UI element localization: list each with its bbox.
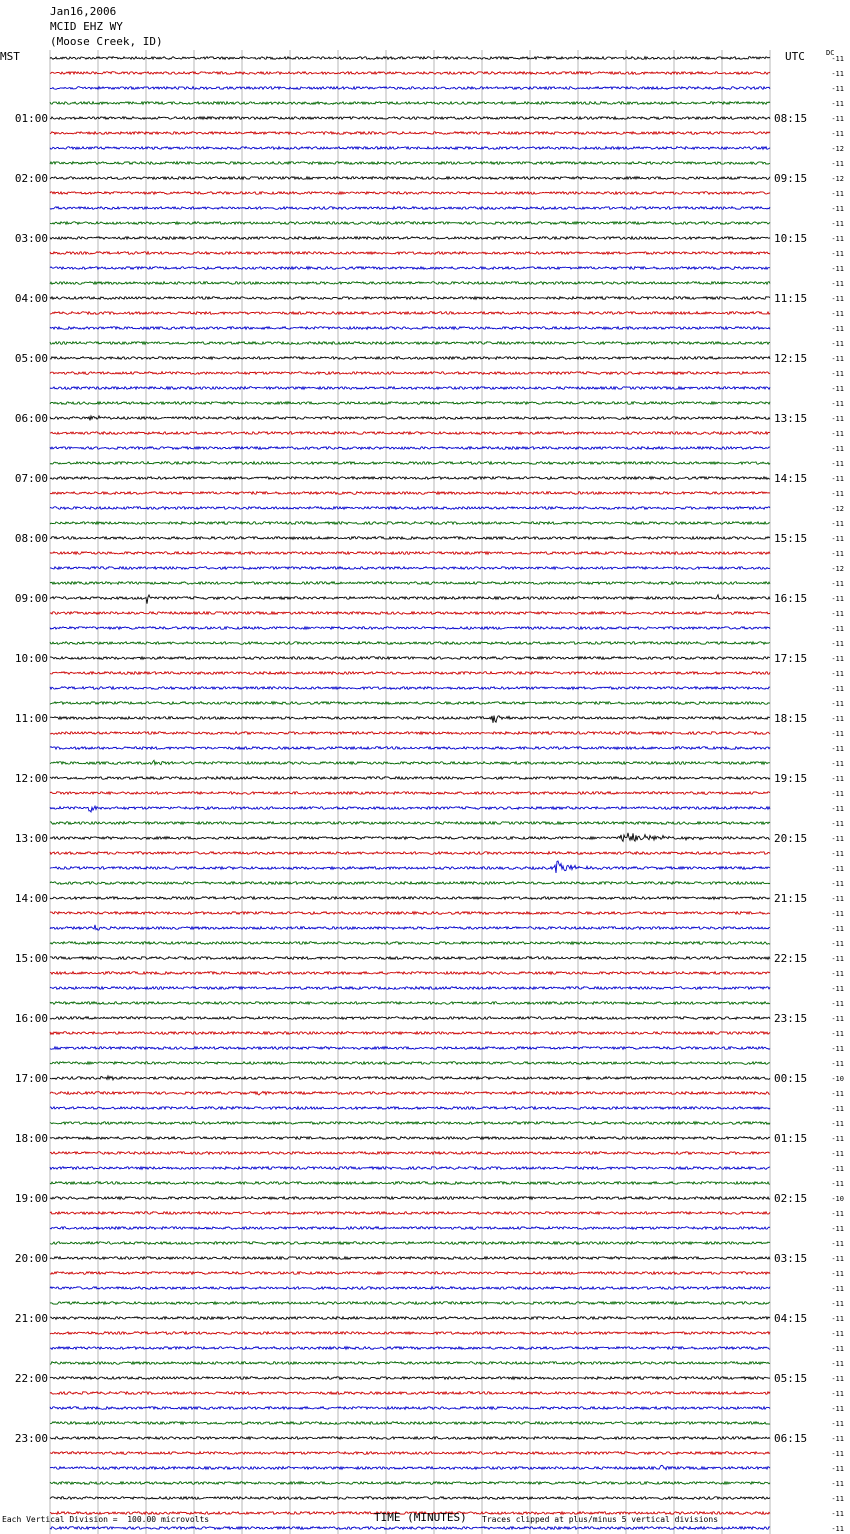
- dc-offset-label: -11: [831, 985, 844, 993]
- trace-line: [50, 1152, 770, 1155]
- dc-offset-label: -10: [831, 1075, 844, 1083]
- trace-line: [50, 1497, 770, 1500]
- dc-offset-label: -11: [831, 1465, 844, 1473]
- right-hour-label: 11:15: [774, 292, 808, 305]
- trace-line: [50, 777, 770, 780]
- trace-line: [50, 595, 770, 604]
- trace-line: [50, 507, 770, 510]
- dc-offset-label: -11: [831, 1435, 844, 1443]
- trace-line: [50, 1032, 770, 1035]
- left-hour-label: 02:00: [14, 172, 48, 185]
- right-hour-label: 01:15: [774, 1132, 808, 1145]
- dc-offset-label: -11: [831, 190, 844, 198]
- dc-offset-label: -11: [831, 250, 844, 258]
- dc-offset-label: -11: [831, 430, 844, 438]
- dc-offset-label: -11: [831, 55, 844, 63]
- trace-line: [50, 297, 770, 300]
- right-hour-label: 14:15: [774, 472, 808, 485]
- trace-line: [50, 1317, 770, 1320]
- trace-line: [50, 833, 770, 841]
- trace-line: [50, 1422, 770, 1425]
- left-hour-label: 18:00: [14, 1132, 48, 1145]
- trace-line: [50, 747, 770, 750]
- dc-offset-label: -11: [831, 805, 844, 813]
- dc-offset-label: -11: [831, 340, 844, 348]
- station-location: (Moose Creek, ID): [50, 35, 163, 48]
- trace-line: [50, 1302, 770, 1305]
- dc-offset-label: -11: [831, 115, 844, 123]
- left-hour-label: 14:00: [14, 892, 48, 905]
- trace-line: [50, 1092, 770, 1095]
- left-hour-label: 11:00: [14, 712, 48, 725]
- right-hour-label: 03:15: [774, 1252, 808, 1265]
- dc-offset-label: -11: [831, 100, 844, 108]
- dc-offset-label: -11: [831, 1255, 844, 1263]
- trace-line: [50, 987, 770, 990]
- trace-line: [50, 1362, 770, 1365]
- dc-offset-labels: [831, 55, 844, 1534]
- trace-group: [50, 57, 770, 1534]
- left-hour-label: 17:00: [14, 1072, 48, 1085]
- left-hour-label: 05:00: [14, 352, 48, 365]
- left-hour-label: 01:00: [14, 112, 48, 125]
- trace-line: [50, 87, 770, 90]
- trace-line: [50, 582, 770, 585]
- dc-offset-label: -11: [831, 580, 844, 588]
- trace-line: [50, 612, 770, 615]
- trace-line: [50, 1227, 770, 1230]
- trace-line: [50, 792, 770, 795]
- dc-offset-label: -11: [831, 1480, 844, 1488]
- trace-line: [50, 147, 770, 150]
- right-hour-label: 10:15: [774, 232, 808, 245]
- right-hour-label: 06:15: [774, 1432, 808, 1445]
- trace-line: [50, 852, 770, 855]
- trace-line: [50, 822, 770, 825]
- trace-line: [50, 732, 770, 735]
- trace-line: [50, 222, 770, 225]
- dc-offset-label: -11: [831, 1510, 844, 1518]
- right-hour-label: 15:15: [774, 532, 808, 545]
- dc-offset-label: -11: [831, 1375, 844, 1383]
- trace-line: [50, 447, 770, 450]
- trace-line: [50, 1527, 770, 1530]
- dc-offset-label: -11: [831, 820, 844, 828]
- left-hour-label: 22:00: [14, 1372, 48, 1385]
- dc-offset-label: -11: [831, 880, 844, 888]
- dc-offset-label: -11: [831, 490, 844, 498]
- trace-line: [50, 925, 770, 930]
- trace-line: [50, 1002, 770, 1005]
- x-axis-title: TIME (MINUTES): [374, 1511, 467, 1524]
- trace-line: [50, 760, 770, 764]
- left-hour-label: 10:00: [14, 652, 48, 665]
- dc-offset-label: -11: [831, 1330, 844, 1338]
- right-hour-label: 16:15: [774, 592, 808, 605]
- dc-offset-label: -11: [831, 520, 844, 528]
- trace-line: [50, 657, 770, 660]
- dc-offset-label: -11: [831, 910, 844, 918]
- dc-offset-label: -11: [831, 415, 844, 423]
- trace-line: [50, 177, 770, 180]
- trace-line: [50, 1047, 770, 1050]
- trace-line: [50, 942, 770, 945]
- dc-offset-label: -12: [831, 565, 844, 573]
- trace-line: [50, 716, 770, 723]
- dc-offset-label: -11: [831, 295, 844, 303]
- dc-offset-label: -10: [831, 1195, 844, 1203]
- trace-line: [50, 462, 770, 465]
- right-hour-label: 00:15: [774, 1072, 808, 1085]
- trace-line: [50, 1332, 770, 1335]
- left-hour-label: 04:00: [14, 292, 48, 305]
- dc-offset-label: -11: [831, 445, 844, 453]
- right-hour-label: 19:15: [774, 772, 808, 785]
- trace-line: [50, 912, 770, 915]
- dc-offset-label: -11: [831, 865, 844, 873]
- trace-line: [50, 1437, 770, 1440]
- trace-line: [50, 672, 770, 675]
- dc-offset-label: -11: [831, 610, 844, 618]
- right-hour-label: 08:15: [774, 112, 808, 125]
- dc-offset-label: -11: [831, 685, 844, 693]
- dc-offset-label: -11: [831, 1390, 844, 1398]
- dc-offset-label: -11: [831, 1285, 844, 1293]
- trace-line: [50, 57, 770, 60]
- dc-offset-label: -11: [831, 1060, 844, 1068]
- dc-offset-label: -11: [831, 1315, 844, 1323]
- right-hour-labels: [774, 112, 807, 1445]
- trace-line: [50, 72, 770, 75]
- dc-offset-label: -11: [831, 640, 844, 648]
- trace-line: [50, 552, 770, 555]
- dc-offset-label: -11: [831, 160, 844, 168]
- trace-line: [50, 522, 770, 525]
- trace-line: [50, 702, 770, 705]
- right-hour-label: 18:15: [774, 712, 808, 725]
- dc-offset-label: -11: [831, 1000, 844, 1008]
- dc-offset-label: -11: [831, 265, 844, 273]
- dc-offset-label: -11: [831, 205, 844, 213]
- right-hour-label: 05:15: [774, 1372, 808, 1385]
- right-hour-label: 09:15: [774, 172, 808, 185]
- trace-line: [50, 1076, 770, 1080]
- trace-line: [50, 972, 770, 975]
- dc-offset-label: -11: [831, 835, 844, 843]
- dc-offset-label: -11: [831, 925, 844, 933]
- trace-line: [50, 1242, 770, 1245]
- dc-offset-label: -11: [831, 790, 844, 798]
- dc-offset-label: -11: [831, 1165, 844, 1173]
- trace-line: [50, 357, 770, 360]
- dc-offset-label: -11: [831, 730, 844, 738]
- left-hour-labels: [15, 112, 48, 1445]
- dc-offset-label: -11: [831, 1030, 844, 1038]
- dc-offset-label: -11: [831, 1045, 844, 1053]
- right-hour-label: 23:15: [774, 1012, 808, 1025]
- dc-offset-label: -11: [831, 1525, 844, 1533]
- trace-line: [50, 861, 770, 873]
- right-hour-label: 13:15: [774, 412, 808, 425]
- dc-offset-label: -11: [831, 895, 844, 903]
- left-hour-label: 21:00: [14, 1312, 48, 1325]
- left-timezone-label: MST: [0, 50, 20, 63]
- left-hour-label: 15:00: [14, 952, 48, 965]
- right-hour-label: 17:15: [774, 652, 808, 665]
- trace-line: [50, 1377, 770, 1380]
- dc-offset-label: -11: [831, 1090, 844, 1098]
- dc-offset-label: -11: [831, 670, 844, 678]
- dc-offset-label: -11: [831, 970, 844, 978]
- dc-offset-label: -11: [831, 1210, 844, 1218]
- right-hour-label: 04:15: [774, 1312, 808, 1325]
- dc-offset-label: -11: [831, 235, 844, 243]
- trace-line: [50, 1257, 770, 1260]
- dc-offset-label: -11: [831, 1450, 844, 1458]
- dc-offset-label: -11: [831, 595, 844, 603]
- trace-line: [50, 477, 770, 480]
- trace-line: [50, 402, 770, 405]
- dc-offset-label: -11: [831, 850, 844, 858]
- trace-line: [50, 1212, 770, 1215]
- dc-offset-label: -11: [831, 1180, 844, 1188]
- trace-line: [50, 567, 770, 570]
- left-hour-label: 23:00: [14, 1432, 48, 1445]
- dc-offset-label: -11: [831, 400, 844, 408]
- dc-offset-label: -11: [831, 325, 844, 333]
- trace-line: [50, 1452, 770, 1455]
- right-hour-label: 20:15: [774, 832, 808, 845]
- trace-line: [50, 282, 770, 285]
- dc-offset-label: -11: [831, 1300, 844, 1308]
- trace-line: [50, 267, 770, 270]
- trace-line: [50, 687, 770, 690]
- trace-line: [50, 1482, 770, 1485]
- right-hour-label: 21:15: [774, 892, 808, 905]
- dc-offset-label: -11: [831, 715, 844, 723]
- dc-offset-label: -11: [831, 760, 844, 768]
- dc-offset-header: DC: [826, 49, 835, 57]
- dc-offset-label: -11: [831, 550, 844, 558]
- trace-line: [50, 117, 770, 120]
- trace-line: [50, 806, 770, 812]
- trace-line: [50, 102, 770, 105]
- trace-line: [50, 882, 770, 885]
- right-hour-label: 02:15: [774, 1192, 808, 1205]
- dc-offset-label: -11: [831, 85, 844, 93]
- trace-line: [50, 1137, 770, 1140]
- dc-offset-label: -11: [831, 940, 844, 948]
- dc-offset-label: -11: [831, 385, 844, 393]
- vertical-division-note: Each Vertical Division = 100.00 microvolts: [2, 1515, 210, 1524]
- trace-line: [50, 252, 770, 255]
- trace-line: [50, 642, 770, 645]
- trace-line: [50, 537, 770, 540]
- dc-offset-label: -11: [831, 1405, 844, 1413]
- dc-offset-label: -11: [831, 310, 844, 318]
- dc-offset-label: -11: [831, 1495, 844, 1503]
- trace-line: [50, 312, 770, 315]
- trace-line: [50, 372, 770, 375]
- left-hour-label: 08:00: [14, 532, 48, 545]
- dc-offset-label: -11: [831, 1345, 844, 1353]
- trace-line: [50, 1062, 770, 1065]
- trace-line: [50, 1182, 770, 1185]
- right-hour-label: 22:15: [774, 952, 808, 965]
- trace-line: [50, 387, 770, 390]
- trace-line: [50, 1392, 770, 1395]
- left-hour-label: 19:00: [14, 1192, 48, 1205]
- dc-offset-label: -11: [831, 1225, 844, 1233]
- dc-offset-label: -11: [831, 220, 844, 228]
- right-timezone-label: UTC: [785, 50, 805, 63]
- dc-offset-label: -11: [831, 70, 844, 78]
- dc-offset-label: -11: [831, 1120, 844, 1128]
- dc-offset-label: -11: [831, 130, 844, 138]
- dc-offset-label: -11: [831, 1360, 844, 1368]
- dc-offset-label: -11: [831, 370, 844, 378]
- trace-line: [50, 1465, 770, 1469]
- dc-offset-label: -11: [831, 1420, 844, 1428]
- dc-offset-label: -11: [831, 460, 844, 468]
- dc-offset-label: -11: [831, 1240, 844, 1248]
- dc-offset-label: -11: [831, 745, 844, 753]
- trace-line: [50, 416, 770, 421]
- trace-line: [50, 162, 770, 165]
- dc-offset-label: -11: [831, 535, 844, 543]
- dc-offset-label: -11: [831, 655, 844, 663]
- dc-offset-label: -12: [831, 505, 844, 513]
- trace-line: [50, 192, 770, 195]
- trace-line: [50, 1167, 770, 1170]
- trace-line: [50, 897, 770, 900]
- trace-line: [50, 1122, 770, 1125]
- dc-offset-label: -11: [831, 1135, 844, 1143]
- trace-line: [50, 432, 770, 435]
- trace-line: [50, 627, 770, 630]
- trace-line: [50, 342, 770, 345]
- dc-offset-label: -11: [831, 355, 844, 363]
- station-date: Jan16,2006: [50, 5, 117, 18]
- dc-offset-label: -11: [831, 775, 844, 783]
- trace-line: [50, 237, 770, 240]
- left-hour-label: 12:00: [14, 772, 48, 785]
- trace-line: [50, 1197, 770, 1200]
- trace-line: [50, 327, 770, 330]
- dc-offset-label: -11: [831, 625, 844, 633]
- dc-offset-label: -11: [831, 280, 844, 288]
- trace-line: [50, 1272, 770, 1275]
- dc-offset-label: -11: [831, 1015, 844, 1023]
- left-hour-label: 16:00: [14, 1012, 48, 1025]
- trace-line: [50, 1287, 770, 1290]
- dc-offset-label: -11: [831, 475, 844, 483]
- dc-offset-label: -11: [831, 955, 844, 963]
- dc-offset-label: -11: [831, 1105, 844, 1113]
- trace-line: [50, 492, 770, 495]
- dc-offset-label: -12: [831, 145, 844, 153]
- trace-line: [50, 1017, 770, 1020]
- trace-line: [50, 1107, 770, 1110]
- left-hour-label: 09:00: [14, 592, 48, 605]
- left-hour-label: 06:00: [14, 412, 48, 425]
- dc-offset-label: -11: [831, 1150, 844, 1158]
- left-hour-label: 20:00: [14, 1252, 48, 1265]
- left-hour-label: 13:00: [14, 832, 48, 845]
- trace-line: [50, 957, 770, 960]
- station-code: MCID EHZ WY: [50, 20, 123, 33]
- clip-note: Traces clipped at plus/minus 5 vertical divisions: [482, 1515, 719, 1524]
- dc-offset-label: -11: [831, 1270, 844, 1278]
- trace-line: [50, 132, 770, 135]
- trace-line: [50, 1407, 770, 1410]
- dc-offset-label: -11: [831, 700, 844, 708]
- left-hour-label: 07:00: [14, 472, 48, 485]
- left-hour-label: 03:00: [14, 232, 48, 245]
- dc-offset-label: -12: [831, 175, 844, 183]
- trace-line: [50, 207, 770, 210]
- right-hour-label: 12:15: [774, 352, 808, 365]
- trace-line: [50, 1347, 770, 1350]
